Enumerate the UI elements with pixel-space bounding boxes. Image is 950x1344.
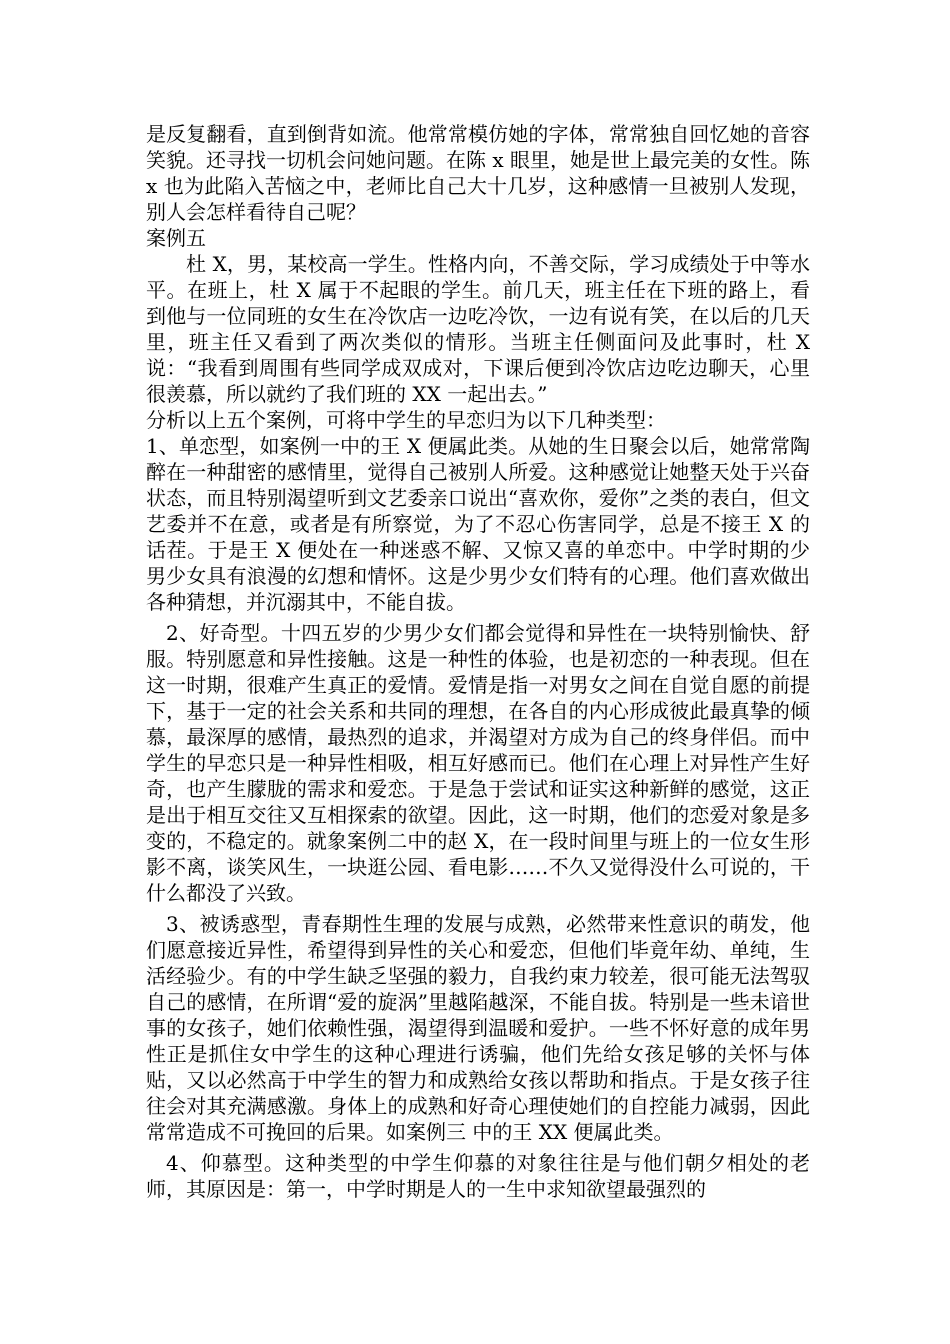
paragraph-analysis-intro: 分析以上五个案例，可将中学生的早恋归为以下几种类型： <box>146 408 666 432</box>
paragraph-continuation: 是反复翻看，直到倒背如流。他常常模仿她的字体，常常独自回忆她的音容笑貌。还寻找一切机会问她问题。在陈 x 眼里，她是世上最完美的女性。陈 x 也为此陷入苦恼之中，老师比自己大十几岁，这种感情一旦被别人发现，别人会怎样看待自己呢？ <box>146 122 810 224</box>
paragraph-type-seduced: 3、被诱惑型，青春期性生理的发展与成熟，必然带来性意识的萌发，他们愿意接近异性，希望得到异性的关心和爱恋，但他们毕竟年幼、单纯，生活经验少。有的中学生缺乏坚强的毅力，自我约束力较差，很可能无法驾驭自己的感情，在所谓“爱的旋涡”里越陷越深，不能自拔。特别是一些未谙世事的女孩子，她们依赖性强，渴望得到温暖和爱护。一些不怀好意的成年男性正是抓住女中学生的这种心理进行诱骗，他们先给女孩足够的关怀与体贴，又以必然高于中学生的智力和成熟给女孩以帮助和指点。于是女孩子往往会对其充满感激。身体上的成熟和好奇心理使她们的自控能力减弱，因此常常造成不可挽回的后果。如案例三 中的王 XX 便属此类。 <box>146 912 810 1144</box>
paragraph-type-unrequited: 1、单恋型，如案例一中的王 X 便属此类。从她的生日聚会以后，她常常陶醉在一种甜密的感情里，觉得自己被别人所爱。这种感觉让她整天处于兴奋状态，而且特别渴望听到文艺委亲口说出“喜欢你，爱你”之类的表白，但文艺委并不在意，或者是有所察觉，为了不忍心伤害同学，总是不接王 X 的话茬。于是王 X 便处在一种迷惑不解、又惊又喜的单恋中。中学时期的少男少女具有浪漫的幻想和情怀。这是少男少女们特有的心理。他们喜欢做出各种猜想，并沉溺其中，不能自拔。 <box>146 434 810 614</box>
paragraph-case-five: 杜 X，男，某校高一学生。性格内向，不善交际，学习成绩处于中等水平。在班上，杜 X 属于不起眼的学生。前几天，班主任在下班的路上，看到他与一位同班的女生在冷饮店一边吃冷饮，一边有说有笑，在以后的几天里，班主任又看到了两次类似的情形。当班主任侧面问及此事时，杜 X 说：“我看到周围有些同学成双成对，下课后便到冷饮店边吃边聊天，心里很羡慕，所以就约了我们班的 XX 一起出去。” <box>146 252 810 406</box>
document-body <box>146 121 810 1202</box>
case-five-heading: 案例五 <box>146 226 206 250</box>
paragraph-type-admiration: 4、仰慕型。这种类型的中学生仰慕的对象往往是与他们朝夕相处的老师，其原因是：第一，中学时期是人的一生中求知欲望最强烈的 <box>146 1151 810 1201</box>
paragraph-type-curiosity: 2、好奇型。十四五岁的少男少女们都会觉得和异性在一块特别愉快、舒服。特别愿意和异性接触。这是一种性的体验，也是初恋的一种表现。但在这一时期，很难产生真正的爱情。爱情是指一对男女之间在自觉自愿的前提下，基于一定的社会关系和共同的理想，在各自的内心形成彼此最真挚的倾慕，最深厚的感情，最热烈的追求，并渴望对方成为自己的终身伴侣。而中学生的早恋只是一种异性相吸，相互好感而已。他们在心理上对异性产生好奇，也产生朦胧的需求和爱恋。于是急于尝试和证实这种新鲜的感觉，这正是出于相互交往又互相探索的欲望。因此，这一时期，他们的恋爱对象是多变的，不稳定的。就象案例二中的赵 X，在一段时间里与班上的一位女生形影不离，谈笑风生，一块逛公园、看电影……不久又觉得没什么可说的，干什么都没了兴致。 <box>146 621 810 905</box>
